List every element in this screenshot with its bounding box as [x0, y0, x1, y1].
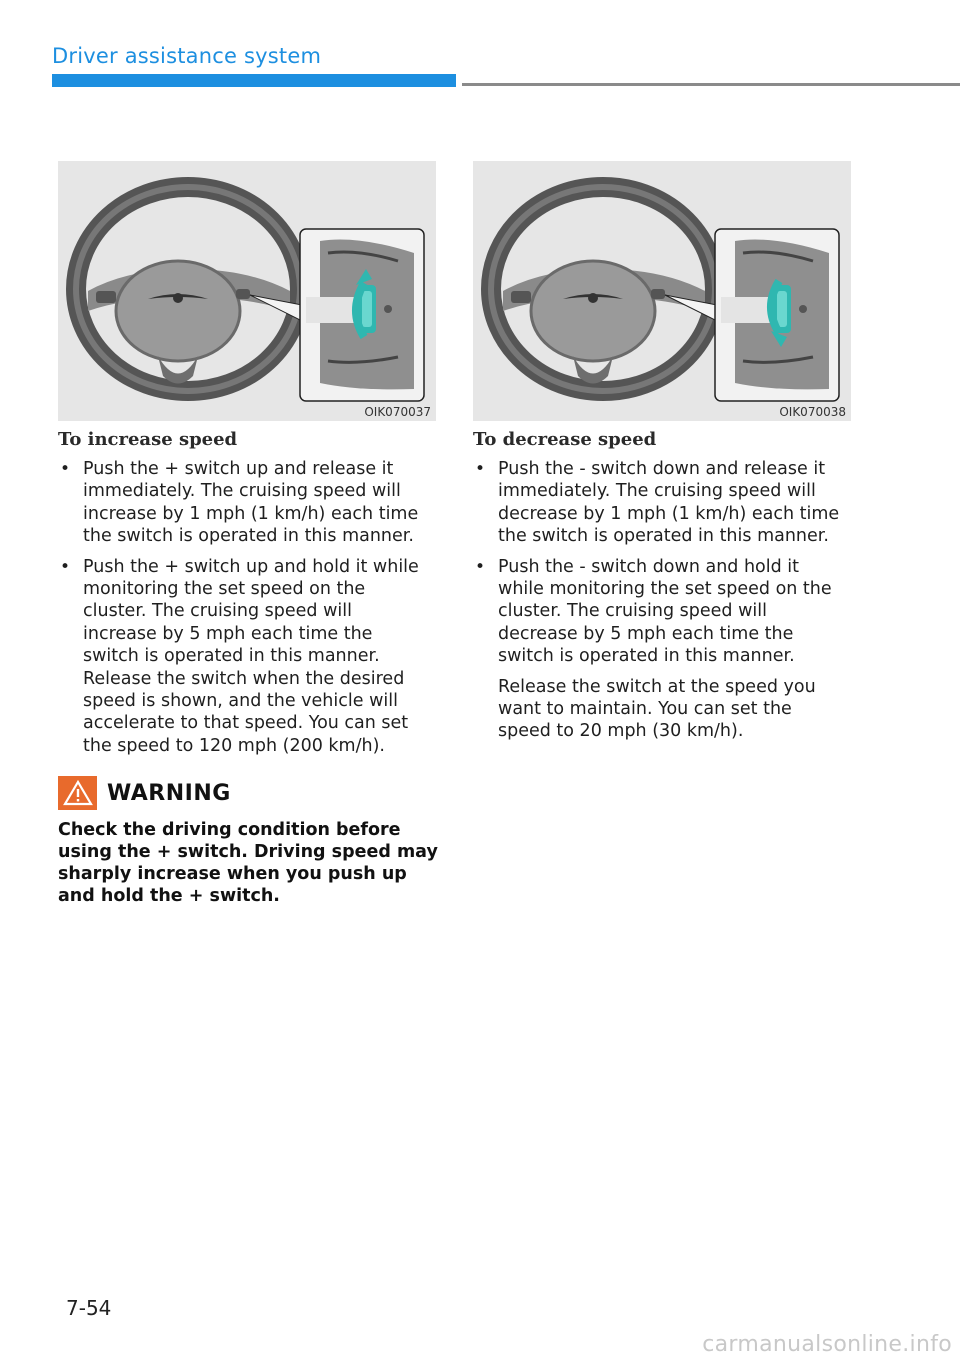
header-title: Driver assistance system: [52, 44, 322, 68]
header-accent-bar: [52, 74, 456, 87]
bullet-icon: •: [475, 556, 486, 577]
warning-icon: [58, 776, 97, 810]
list-item: • Push the + switch up and hold it while monitoring the set speed on the cluster. The cruising speed will increase by 5 mph each time the switch is operated in this manner. Release the switch when the desired speed is shown, and the vehicle will accelerate to that speed. You can set the speed to 120 mph (200 km/h).: [60, 556, 419, 756]
bullet-list: [473, 458, 845, 668]
bullet-icon: •: [475, 459, 486, 479]
list-item: • Push the - switch down and release it immediately. The cruising speed will decrease by 1 mph (1 km/h) each time the switch is operated in this manner.: [475, 459, 840, 547]
warning-title: WARNING: [107, 780, 231, 806]
bullet-icon: •: [60, 556, 71, 577]
bullet-icon: •: [60, 459, 71, 479]
steering-wheel-illustration: [58, 161, 436, 421]
section-title: To increase speed: [58, 429, 238, 450]
steering-wheel: [76, 187, 300, 391]
figure-decrease: [473, 161, 851, 421]
steering-wheel: [491, 187, 715, 391]
steering-wheel-illustration: [473, 161, 851, 421]
switch-closeup: [715, 229, 839, 401]
switch-closeup: [300, 229, 424, 401]
watermark: carmanualsonline.info: [702, 1332, 952, 1357]
list-item: • Push the + switch up and release it immediately. The cruising speed will increase by 1 mph (1 km/h) each time the switch is operated in this manner.: [60, 459, 419, 547]
list-item: • Push the - switch down and hold it while monitoring the set speed on the cluster. The cruising speed will decrease by 5 mph each time the switch is operated in this manner.: [475, 556, 832, 667]
bullet-list: [58, 458, 430, 757]
page-number: 7-54: [66, 1296, 112, 1320]
figure-increase: [58, 161, 436, 421]
warning-box: [58, 775, 438, 907]
warning-body: Check the driving condition before using the + switch. Driving speed may sharply increase when you push up and hold the + switch.: [58, 820, 438, 906]
extra-paragraph: Release the switch at the speed you want to maintain. You can set the speed to 20 mph (30 km/h).: [498, 676, 816, 742]
header-rule: [462, 83, 960, 86]
increase-section: [58, 428, 430, 765]
figure-code: OIK070038: [779, 405, 846, 419]
section-title: To decrease speed: [473, 429, 657, 450]
figure-code: OIK070037: [364, 405, 431, 419]
decrease-section: [473, 428, 845, 743]
